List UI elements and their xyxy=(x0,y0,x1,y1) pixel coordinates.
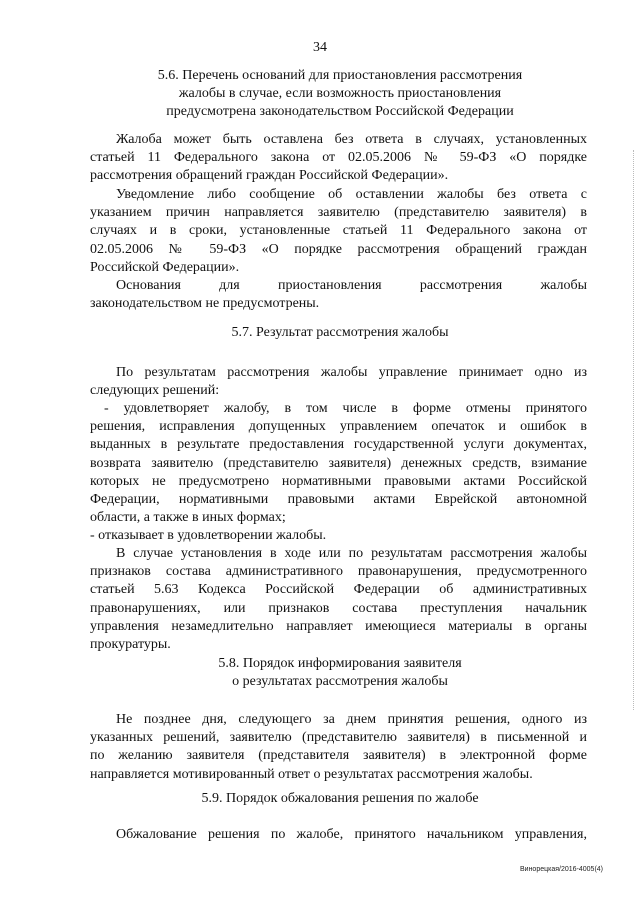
text-line: - удовлетворяет жалобу, в том числе в форме отмены принятого xyxy=(104,401,587,416)
document-footer-code: Винорецкая/2016-4005(4) xyxy=(519,866,603,873)
text-line: выданных в результате предоставления государственной услуги документах, xyxy=(90,437,587,453)
section-5-9-title xyxy=(90,790,590,808)
text-line: рассмотрения обращений граждан Российской Федерации». xyxy=(90,168,449,184)
text-line: области, а также в иных формах; xyxy=(90,510,286,526)
title-line: о результатах рассмотрения жалобы xyxy=(232,674,448,689)
text-line: правонарушениях, или признаков состава преступления начальник xyxy=(90,600,587,616)
text-line: по желанию заявителя (представителя заявителя) в электронной форме xyxy=(90,748,587,764)
text-line: По результатам рассмотрения жалобы управление принимает одно из xyxy=(116,365,587,380)
paragraph-5-6-3 xyxy=(90,277,587,313)
text-line: законодательством не предусмотрены. xyxy=(90,296,320,312)
paragraph-5-7-1 xyxy=(90,364,587,400)
title-line: 5.6. Перечень оснований для приостановления рассмотрения xyxy=(157,68,523,83)
text-line: указанием причин направляется заявителю (представителю заявителя) в xyxy=(90,205,587,221)
text-line: решения, исправления допущенных управлением опечаток и ошибок в xyxy=(90,419,587,435)
text-line: следующих решений: xyxy=(90,383,220,399)
paragraph-5-7-4 xyxy=(90,545,587,654)
text-line: В случае установления в ходе или по результатам рассмотрения жалобы xyxy=(116,546,587,561)
text-line: Обжалование решения по жалобе, принятого начальником управления, xyxy=(116,827,587,842)
text-line: Жалоба может быть оставлена без ответа в случаях, установленных xyxy=(116,132,587,147)
page-number: 34 xyxy=(313,40,327,55)
text-line: признаков состава административного правонарушения, предусмотренного xyxy=(90,564,587,580)
text-line: которых не предусмотрено нормативными правовыми актами Российской xyxy=(90,473,587,489)
section-5-6-title xyxy=(90,67,590,121)
text-line: 02.05.2006 № 59-ФЗ «О порядке рассмотрения обращений граждан xyxy=(90,241,587,257)
text-line: Не позднее дня, следующего за днем принятия решения, одного из xyxy=(116,712,587,727)
text-line: Федерации, нормативными правовыми актами Еврейской автономной xyxy=(90,492,587,508)
paragraph-5-8-1 xyxy=(90,711,587,784)
scan-margin-marks xyxy=(631,150,634,710)
title-line: предусмотрена законодательством Российской Федерации xyxy=(166,104,514,119)
title-line: 5.7. Результат рассмотрения жалобы xyxy=(231,325,449,340)
section-5-7-title xyxy=(90,324,590,342)
text-line: управления незамедлительно направляет имеющиеся материалы в органы xyxy=(90,618,587,634)
text-line: направляется мотивированный ответ о результатах рассмотрения жалобы. xyxy=(90,766,533,782)
text-line: Российской Федерации». xyxy=(90,259,240,275)
text-line: прокуратуры. xyxy=(90,637,171,653)
text-line: Основания для приостановления рассмотрения жалобы xyxy=(116,278,587,293)
text-line: Уведомление либо сообщение об оставлении жалобы без ответа с xyxy=(116,187,587,202)
text-line: возврата заявителю (представителю заявителя) денежных средств, взимание xyxy=(90,455,587,471)
paragraph-5-9-1 xyxy=(90,826,587,844)
text-line: случаях и в сроки, установленные статьей 11 Федерального закона от xyxy=(90,223,587,239)
paragraph-5-6-1 xyxy=(90,131,587,186)
title-line: 5.9. Порядок обжалования решения по жалобе xyxy=(201,791,479,806)
section-5-8-title xyxy=(90,655,590,691)
text-line: статьей 11 Федерального закона от 02.05.2006 № 59-ФЗ «О порядке xyxy=(90,150,587,166)
paragraph-5-7-3 xyxy=(90,527,587,545)
paragraph-5-7-2 xyxy=(90,400,587,527)
text-line: - отказывает в удовлетворении жалобы. xyxy=(90,528,327,543)
text-line: статьей 5.63 Кодекса Российской Федерации об административных xyxy=(90,582,587,598)
text-line: указанных решений, заявителю (представителю заявителя) в письменной и xyxy=(90,730,587,746)
title-line: жалобы в случае, если возможность приостановления xyxy=(178,86,502,101)
paragraph-5-6-2 xyxy=(90,186,587,277)
title-line: 5.8. Порядок информирования заявителя xyxy=(218,656,462,671)
